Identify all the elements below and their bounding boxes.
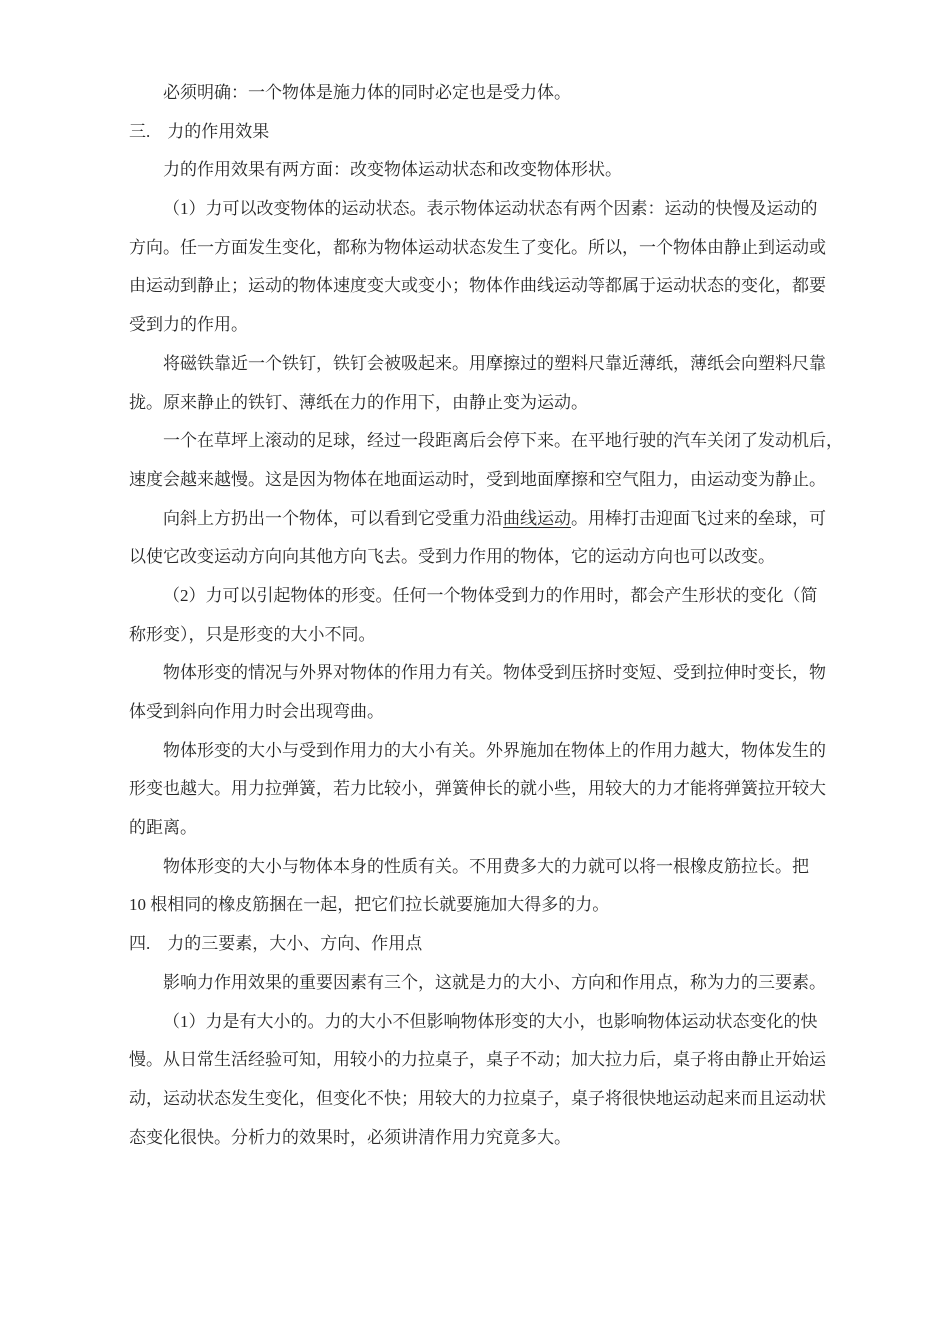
text-segment: 的距离。: [129, 818, 197, 838]
text-line: [129, 577, 829, 616]
text-segment: 。用棒打击迎面飞过来的垒球，可: [571, 508, 826, 528]
text-line: [129, 190, 829, 229]
text-segment: 影响力作用效果的重要因素有三个，这就是力的大小、方向和作用点，称为力的三要素。: [163, 972, 826, 992]
text-line: [129, 732, 829, 771]
text-line: [129, 809, 829, 848]
text-line: [129, 229, 829, 268]
text-segment: 方向。任一方面发生变化，都称为物体运动状态发生了变化。所以，一个物体由静止到运动或: [129, 237, 826, 257]
text-line: [129, 306, 829, 345]
text-segment: 拢。原来静止的铁钉、薄纸在力的作用下，由静止变为运动。: [129, 392, 588, 412]
text-segment: 由运动到静止；运动的物体速度变大或变小；物体作曲线运动等都属于运动状态的变化，都要: [129, 276, 826, 296]
text-segment: 力的作用效果有两方面：改变物体运动状态和改变物体形状。: [163, 160, 622, 180]
text-segment: （2）力可以引起物体的形变。任何一个物体受到力的作用时，都会产生形状的变化（简: [163, 585, 818, 605]
text-segment: 速度会越来越慢。这是因为物体在地面运动时，受到地面摩擦和空气阻力，由运动变为静止。: [129, 469, 826, 489]
text-line: [129, 770, 829, 809]
text-segment: 向斜上方扔出一个物体，可以看到它受重力沿: [163, 508, 503, 528]
heading-line: [129, 925, 829, 964]
text-segment: （1）力是有大小的。力的大小不但影响物体形变的大小，也影响物体运动状态变化的快: [163, 1011, 818, 1031]
underlined-term: 曲线运动: [503, 508, 571, 528]
text-line: [129, 267, 829, 306]
text-segment: 一个在草坪上滚动的足球，经过一段距离后会停下来。在平地行驶的汽车关闭了发动机后，: [163, 431, 843, 451]
text-segment: 慢。从日常生活经验可知，用较小的力拉桌子，桌子不动；加大拉力后，桌子将由静止开始运: [129, 1050, 826, 1070]
heading-line: [129, 113, 829, 152]
text-segment: 必须明确：一个物体是施力体的同时必定也是受力体。: [163, 83, 571, 102]
text-line: [129, 1003, 829, 1042]
text-line: [129, 1080, 829, 1119]
text-segment: 三. 力的作用效果: [129, 121, 270, 141]
text-line: [129, 848, 829, 887]
text-segment: 将磁铁靠近一个铁钉，铁钉会被吸起来。用摩擦过的塑料尺靠近薄纸，薄纸会向塑料尺靠: [163, 353, 826, 373]
text-line: [129, 964, 829, 1003]
text-line: [129, 345, 829, 384]
text-segment: 动，运动状态发生变化，但变化不快；用较大的力拉桌子，桌子将很快地运动起来而且运动状: [129, 1088, 826, 1108]
text-line: [129, 500, 829, 539]
text-line: [129, 422, 843, 461]
text-segment: 物体形变的情况与外界对物体的作用力有关。物体受到压挤时变短、受到拉伸时变长，物: [163, 663, 826, 683]
text-line: [129, 74, 829, 113]
text-line: [129, 1041, 829, 1080]
text-segment: 10 根相同的橡皮筋捆在一起，把它们拉长就要施加大得多的力。: [129, 895, 610, 915]
text-segment: 以使它改变运动方向向其他方向飞去。受到力作用的物体，它的运动方向也可以改变。: [129, 547, 775, 567]
text-line: [129, 384, 829, 423]
text-line: [129, 151, 829, 190]
text-segment: 形变也越大。用力拉弹簧，若力比较小，弹簧伸长的就小些，用较大的力才能将弹簧拉开较大: [129, 779, 826, 799]
text-segment: 体受到斜向作用力时会出现弯曲。: [129, 702, 384, 721]
text-segment: 物体形变的大小与受到作用力的大小有关。外界施加在物体上的作用力越大，物体发生的: [163, 740, 826, 760]
text-line: [129, 461, 829, 500]
document-body: [129, 74, 843, 1157]
text-line: [129, 1119, 829, 1158]
text-line: [129, 616, 829, 655]
text-segment: （1）力可以改变物体的运动状态。表示物体运动状态有两个因素：运动的快慢及运动的: [163, 199, 818, 219]
text-segment: 受到力的作用。: [129, 315, 248, 335]
text-line: [129, 538, 829, 577]
text-segment: 称形变），只是形变的大小不同。: [129, 624, 376, 644]
text-line: [129, 886, 829, 925]
text-line: [129, 654, 829, 693]
text-segment: 态变化很快。分析力的效果时，必须讲清作用力究竟多大。: [129, 1127, 571, 1147]
text-segment: 物体形变的大小与物体本身的性质有关。不用费多大的力就可以将一根橡皮筋拉长。把: [163, 856, 809, 876]
text-segment: 四. 力的三要素，大小、方向、作用点: [129, 934, 423, 954]
text-line: [129, 693, 829, 732]
